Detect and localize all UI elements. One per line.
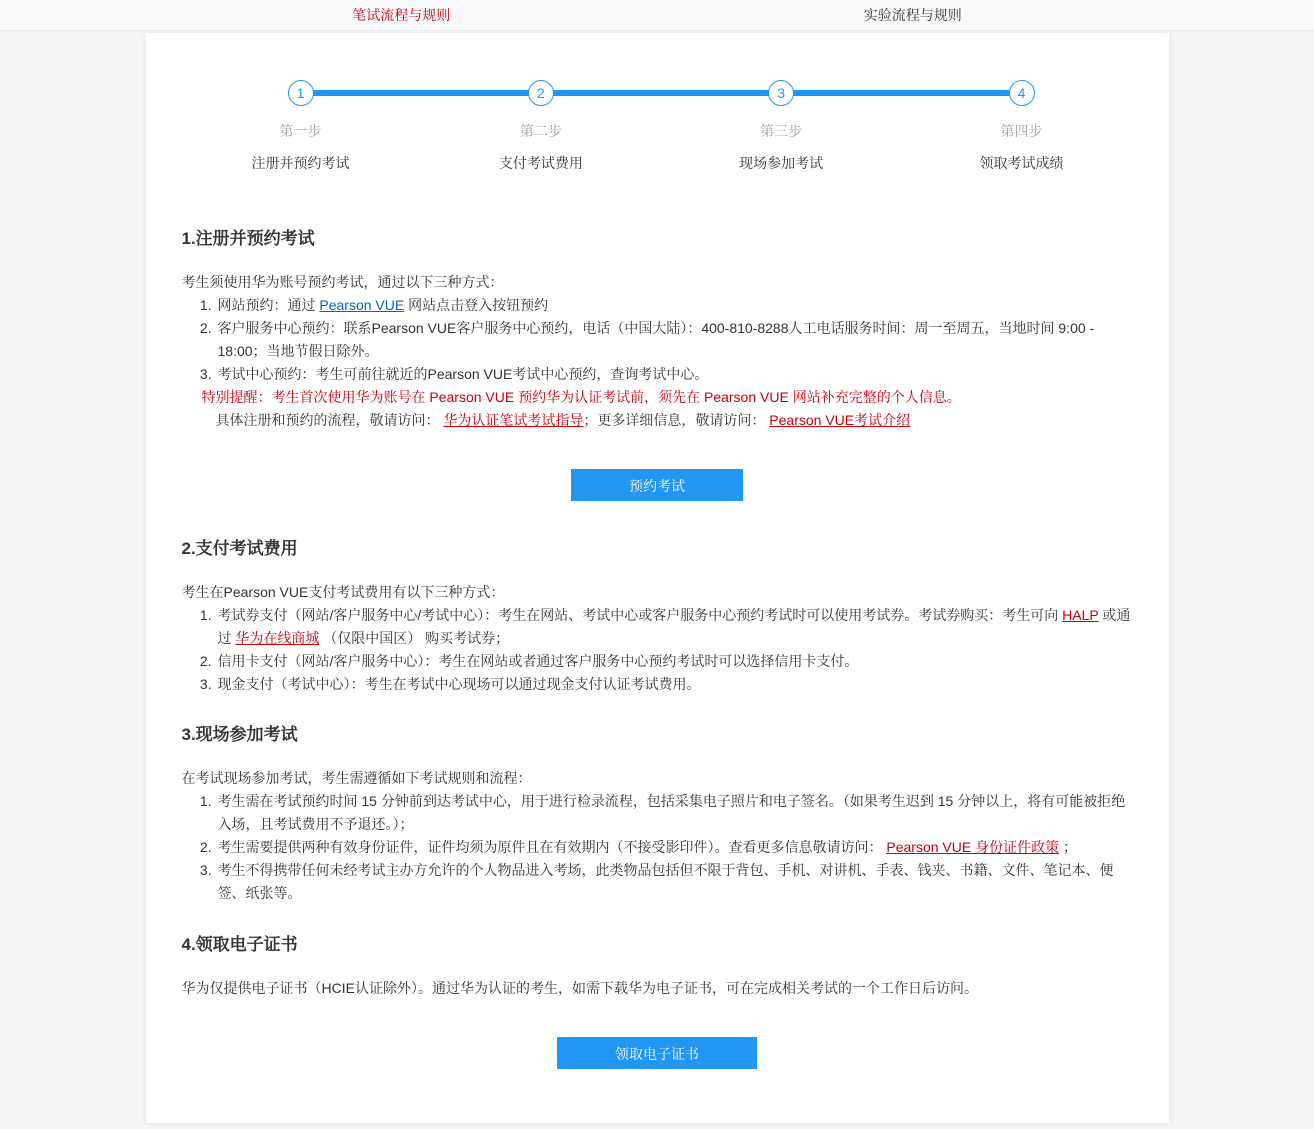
pearson-vue-intro-link[interactable]: Pearson VUE考试介绍 [769,412,911,428]
note-text: ；更多详细信息，敬请访问： [583,412,770,428]
get-cert-button-row [182,1037,1133,1069]
list-item-id-requirement [216,836,1133,859]
attend-rules-list [182,790,1133,905]
section-cert-heading: 4.领取电子证书 [181,935,298,954]
written-exam-guide-link[interactable]: 华为认证笔试考试指导 [443,412,584,428]
stepper-step-4 [980,80,1064,173]
content-card [146,33,1169,1123]
section-attend-intro: 在考试现场参加考试，考生需遵循如下考试规则和流程： [181,770,532,786]
stepper-line [301,90,1022,96]
note-text: 具体注册和预约的流程，敬请访问： [215,412,444,428]
get-cert-button[interactable]: 领取电子证书 [557,1037,757,1069]
pearson-vue-link[interactable]: Pearson VUE [319,297,405,313]
item-text: ； [1059,839,1077,855]
list-item-arrive-early [216,790,1133,836]
item-text: 信用卡支付（网站/客户服务中心）：考生在网站或者通过客户服务中心预约考试时可以选择信用卡支付。 [217,653,859,669]
item-text: 网站预约：通过 [217,297,320,313]
tab-bar [0,0,1314,31]
tab-bar-inner [146,0,1169,30]
section-register-intro: 考生须使用华为账号预约考试，通过以下三种方式： [181,274,504,290]
tab-lab-exam[interactable]: 实验流程与规则 [863,7,962,23]
book-exam-button-row [182,469,1133,501]
item-text: 或通过 [217,607,1131,646]
step-2-title: 支付考试费用 [498,155,583,171]
list-item-website-booking [216,294,1133,317]
item-text: 考生需在考试预约时间 15 分钟前到达考试中心，用于进行检录流程，包括采集电子照片和电子签名。（如果考生迟到 15 分钟以上，将有可能被拒绝入场，且考试费用不予退还。）； [217,793,1126,832]
huawei-online-store-link[interactable]: 华为在线商城 [235,630,320,646]
item-text: 现金支付（考试中心）：考生在考试中心现场可以通过现金支付认证考试费用。 [217,676,701,692]
item-text: 网站点击登入按钮预约 [404,297,549,313]
list-item-customer-service-booking [216,317,1133,363]
item-text: 考试中心预约：考生可前往就近的Pearson VUE考试中心预约，查询考试中心。 [217,366,709,382]
section-pay-intro: 考生在Pearson VUE支付考试费用有以下三种方式： [181,584,505,600]
item-text: 客户服务中心预约：联系Pearson VUE客户服务中心预约，电话（中国大陆）：400-810-8288人工电话服务时间：周一至周五，当地时间 9:00 - 18:00；当地节假日除外。 [217,320,1095,359]
list-item-test-center-booking [216,363,1133,386]
pay-methods-list [182,604,1133,696]
tab-written-exam[interactable]: 笔试流程与规则 [352,7,451,23]
item-text: 考生不得携带任何未经考试主办方允许的个人物品进入考场，此类物品包括但不限于背包、手机、对讲机、手表、钱夹、书籍、文件、笔记本、便签、纸张等。 [217,862,1114,901]
halp-link[interactable]: HALP [1062,607,1099,623]
list-item-cash-payment [216,673,1133,696]
step-3-label: 第三步 [760,123,803,139]
step-4-label: 第四步 [1000,123,1043,139]
step-4-title: 领取考试成绩 [979,155,1064,171]
register-note [216,409,1133,432]
step-1-title: 注册并预约考试 [251,155,350,171]
exam-stepper [251,33,1064,176]
step-2-circle: 2 [528,80,554,106]
list-item-credit-card-payment [216,650,1133,673]
book-exam-button[interactable]: 预约考试 [571,469,743,501]
section-pay-heading: 2.支付考试费用 [181,539,298,558]
step-2-label: 第二步 [519,123,562,139]
register-methods-list [182,294,1133,386]
section-register-heading: 1.注册并预约考试 [181,229,315,248]
item-text: 考试券支付（网站/客户服务中心/考试中心）：考生在网站、考试中心或客户服务中心预约考试时可以使用考试券。考试券购买：考生可向 [217,607,1063,623]
stepper-step-2 [499,80,583,173]
step-4-circle: 4 [1009,80,1035,106]
item-text: 考生需要提供两种有效身份证件，证件均须为原件且在有效期内（不接受影印件）。查看更多信息敬请访问： [217,839,887,855]
step-3-title: 现场参加考试 [739,155,824,171]
list-item-personal-items [216,859,1133,905]
section-attend-heading: 3.现场参加考试 [181,725,298,744]
list-item-voucher-payment [216,604,1133,650]
step-3-circle: 3 [768,80,794,106]
main-content [146,229,1169,1069]
stepper-step-1 [252,80,350,173]
step-1-label: 第一步 [279,123,322,139]
section-cert-para: 华为仅提供电子证书（HCIE认证除外）。通过华为认证的考生，如需下载华为电子证书，可在完成相关考试的一个工作日后访问。 [181,980,978,996]
special-reminder: 特别提醒：考生首次使用华为账号在 Pearson VUE 预约华为认证考试前，须先在 Pearson VUE 网站补充完整的个人信息。 [201,389,961,405]
stepper-step-3 [739,80,823,173]
id-policy-link[interactable]: Pearson VUE 身份证件政策 [886,839,1060,855]
item-text: （仅限中国区） 购买考试券； [319,630,510,646]
step-1-circle: 1 [288,80,314,106]
